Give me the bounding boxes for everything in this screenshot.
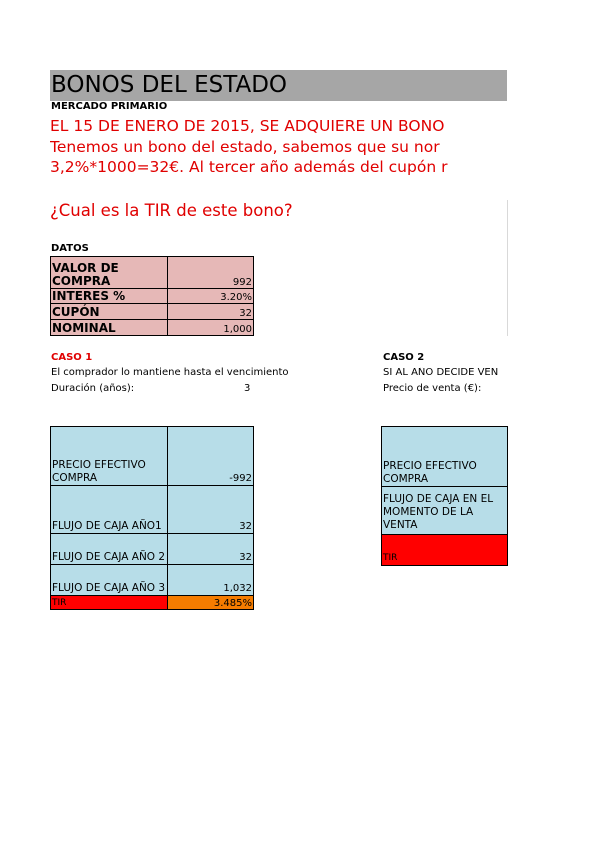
datos-table — [50, 256, 254, 336]
caso2-tir-label: TIR — [382, 535, 508, 566]
table-row — [51, 486, 254, 534]
datos-value-cupon: 32 — [168, 304, 254, 320]
flujo-label-ano2: FLUJO DE CAJA AÑO 2 — [51, 534, 168, 565]
divider — [507, 200, 508, 336]
statement-line-3: 3,2%*1000=32€. Al tercer año además del cupón r — [50, 158, 448, 176]
caso1-duration-value: 3 — [244, 383, 251, 394]
caso2-flujo-label-venta: FLUJO DE CAJA EN EL MOMENTO DE LA VENTA — [382, 487, 508, 535]
table-row — [51, 289, 254, 304]
tir-value: 3.485% — [168, 596, 254, 610]
flujo-label-precio-efectivo: PRECIO EFECTIVO COMPRA — [51, 427, 168, 486]
flujo-value-ano1: 32 — [168, 486, 254, 534]
table-row — [382, 535, 508, 566]
datos-value-valor-compra: 992 — [168, 257, 254, 289]
flujo-value-ano2: 32 — [168, 534, 254, 565]
datos-label-nominal: NOMINAL — [51, 320, 168, 336]
table-row — [51, 596, 254, 610]
caso2-price-label: Precio de venta (€): — [383, 383, 482, 394]
caso1-title: CASO 1 — [51, 352, 93, 363]
flujo-label-ano3: FLUJO DE CAJA AÑO 3 — [51, 565, 168, 596]
table-row — [382, 487, 508, 535]
table-row — [51, 534, 254, 565]
statement-line-1: EL 15 DE ENERO DE 2015, SE ADQUIERE UN BONO — [50, 117, 445, 135]
caso2-description: SI AL AÑO DECIDE VEN — [383, 367, 499, 378]
question-text: ¿Cual es la TIR de este bono? — [50, 201, 293, 220]
caso2-title: CASO 2 — [383, 352, 425, 363]
flujo-value-ano3: 1,032 — [168, 565, 254, 596]
table-row — [51, 257, 254, 289]
datos-label-valor-compra: VALOR DE COMPRA — [51, 257, 168, 289]
tir-label: TIR — [51, 596, 168, 610]
table-row — [382, 427, 508, 487]
caso2-flujo-label-precio: PRECIO EFECTIVO COMPRA — [382, 427, 508, 487]
datos-label-interes: INTERES % — [51, 289, 168, 304]
datos-value-nominal: 1,000 — [168, 320, 254, 336]
table-row — [51, 565, 254, 596]
datos-label: DATOS — [51, 243, 89, 254]
table-row — [51, 427, 254, 486]
statement-line-2: Tenemos un bono del estado, sabemos que su nor — [50, 138, 440, 156]
page-title: BONOS DEL ESTADO — [50, 70, 507, 101]
caso1-description: El comprador lo mantiene hasta el vencimiento — [51, 367, 289, 378]
caso1-duration-label: Duración (años): — [51, 383, 135, 394]
datos-value-interes: 3.20% — [168, 289, 254, 304]
datos-label-cupon: CUPÓN — [51, 304, 168, 320]
table-row — [51, 304, 254, 320]
table-row — [51, 320, 254, 336]
flujo-label-ano1: FLUJO DE CAJA AÑO1 — [51, 486, 168, 534]
page-subtitle: MERCADO PRIMARIO — [51, 101, 168, 112]
caso2-flujos-table — [381, 426, 508, 566]
caso1-flujos-table — [50, 426, 254, 610]
flujo-value-precio-efectivo: -992 — [168, 427, 254, 486]
